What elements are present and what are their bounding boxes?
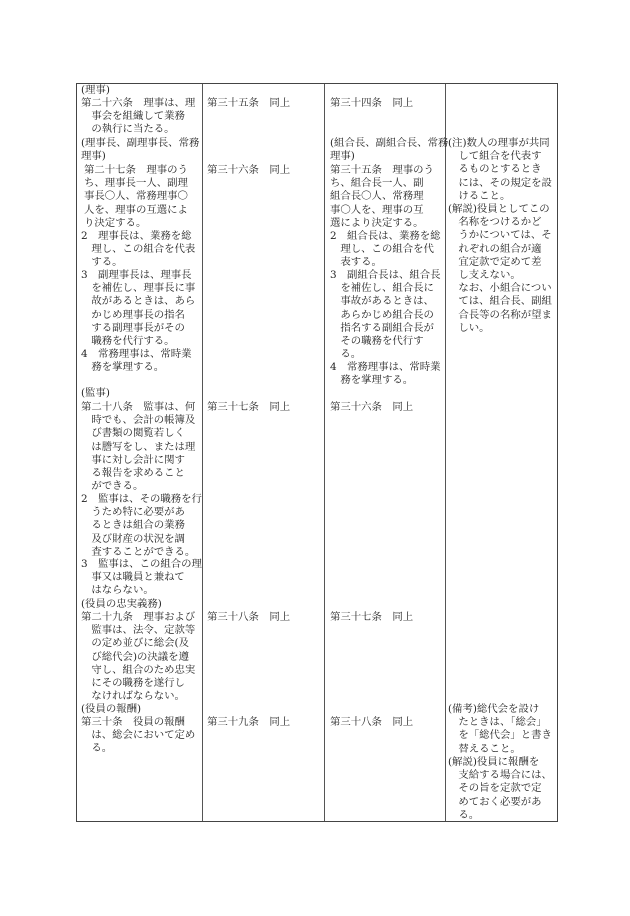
text-line: なお、小組合につい — [448, 282, 552, 295]
text-line: 及び財産の状況を調 — [81, 532, 185, 545]
text-line: 理し、この組合を代表 — [81, 243, 196, 256]
text-line: 事長〇人、常務理事〇 — [84, 190, 188, 203]
text-line: 務を掌理する。 — [81, 361, 165, 374]
text-line: 事故があるときは、 — [330, 295, 434, 308]
col1-heading-chujitsu — [81, 598, 162, 611]
text-line: して組合を代表す — [448, 150, 542, 163]
col2-article-39: 第三十九条 同上 — [207, 716, 291, 728]
text-line: るときは組合の業務 — [81, 519, 185, 532]
text-line: (組合長、副組合長、常務 — [330, 137, 449, 149]
text-line: 支給する場合には、 — [448, 769, 552, 782]
text-line: かじめ理事長の指名 — [81, 308, 185, 321]
text-line: 故があるときは、あら — [81, 295, 196, 308]
text-line: の定め並びに総会(及 — [81, 637, 189, 650]
text-line: うかについては、そ — [448, 229, 552, 242]
col1-article-27-para-4 — [81, 348, 192, 374]
column-divider-1 — [202, 84, 203, 821]
text-line: 第二十九条 理事および — [81, 611, 196, 623]
text-line: ち、理事長一人、副理 — [84, 177, 188, 190]
col3-article-36 — [330, 401, 413, 414]
col1-article-30 — [81, 716, 195, 756]
text-line: する。 — [81, 256, 123, 269]
col4-explanation-1 — [448, 203, 552, 335]
text-line: 名称をつけるかど — [448, 216, 542, 229]
text-line: し支えない。 — [448, 269, 521, 282]
text-line: 宜定款で定めて差 — [448, 255, 542, 268]
text-line: 第三十八条 同上 — [330, 716, 414, 728]
text-line: 事会を組織して業務 — [81, 110, 185, 123]
col4-explanation-2 — [448, 756, 552, 822]
col3-article-35-para-3 — [330, 269, 441, 361]
text-line: 第二十七条 理事のう — [84, 164, 188, 176]
text-line: 2 理事長は、業務を総 — [81, 230, 192, 242]
text-line: 第三十条 役員の報酬 — [81, 716, 185, 728]
col2-article-35: 第三十五条 同上 — [207, 97, 291, 109]
text-line: 監事は、法令、定款等 — [81, 624, 196, 637]
text-line: (役員の忠実義務) — [81, 598, 162, 610]
text-line: けること。 — [448, 189, 511, 202]
col4-note — [448, 137, 552, 203]
text-line: 理し、この組合を代 — [330, 243, 434, 256]
col2-article-37: 第三十七条 同上 — [207, 401, 291, 413]
text-line: 3 副理事長は、理事長 — [81, 269, 192, 281]
text-line: (注)数人の理事が共同 — [448, 137, 550, 149]
text-line: を補佐し、組合長に — [330, 282, 434, 295]
text-line: 務を掌理する。 — [330, 374, 414, 387]
text-line: 4 常務理事は、常時業 — [81, 348, 192, 360]
col3-article-35 — [330, 164, 434, 230]
col3-heading-kumiaicho — [330, 137, 448, 163]
text-line: 事又は職員と兼ねて — [81, 571, 185, 584]
text-line: 指名する副組合長が — [330, 321, 434, 334]
text-line: の執行に当たる。 — [81, 123, 175, 136]
text-line: めておく必要があ — [448, 795, 542, 808]
col3-article-38 — [330, 716, 413, 729]
text-line: び書類の閲覧若しく — [81, 427, 185, 440]
col1-article-28 — [81, 401, 195, 493]
text-line: 合長等の名称が望ま — [448, 308, 552, 321]
text-line: れぞれの組合が適 — [448, 242, 542, 255]
text-line: 組合長〇人、常務理 — [330, 190, 424, 203]
col1-article-28-para-3 — [81, 558, 202, 598]
text-line: 第三十七条 同上 — [330, 611, 414, 623]
column-divider-3 — [445, 84, 446, 821]
text-line: 表する。 — [330, 256, 382, 269]
text-line: 守し、組合のため忠実 — [81, 663, 196, 676]
text-line: その旨を定款で定 — [448, 782, 542, 795]
text-line: (解説)役員に報酬を — [448, 756, 540, 768]
text-line: を「総代会」と書き — [448, 729, 552, 742]
text-line: 第二十八条 監事は、何 — [81, 401, 196, 413]
text-line: には、その規定を設 — [448, 176, 552, 189]
text-line: 時でも、会計の帳簿及 — [81, 414, 196, 427]
col3-article-37 — [330, 611, 413, 624]
text-line: (役員の報酬) — [81, 703, 142, 715]
text-line: ができる。 — [81, 480, 144, 493]
text-line: り決定する。 — [84, 216, 147, 229]
col3-article-34 — [330, 97, 413, 110]
text-line: はならない。 — [81, 584, 154, 597]
text-line: (理事) — [81, 84, 110, 96]
col2-article-36: 第三十六条 同上 — [207, 164, 291, 176]
text-line: にその職務を遂行し — [81, 677, 185, 690]
col1-article-29 — [81, 611, 195, 703]
col4-remark — [448, 703, 552, 756]
text-line: る。 — [330, 348, 362, 361]
text-line: 第三十六条 同上 — [330, 401, 414, 413]
text-line: 職務を代行する。 — [81, 335, 175, 348]
text-line: 事に対し会計に関す — [81, 453, 185, 466]
text-line: 3 副組合長は、組合長 — [330, 269, 441, 281]
col3-article-35-para-4 — [330, 361, 441, 387]
text-line: ち、組合長一人、副 — [330, 177, 424, 190]
text-line: なければならない。 — [81, 690, 185, 703]
text-line: 選により決定する。 — [330, 216, 424, 229]
text-line: る。 — [81, 742, 113, 755]
text-line: たときは、「総会」 — [448, 716, 547, 729]
text-line: 理事) — [81, 150, 106, 163]
text-line: 人を、理事の互選によ — [84, 203, 188, 216]
text-line: 3 監事は、この組合の理 — [81, 558, 202, 570]
text-line: うため特に必要があ — [81, 506, 185, 519]
text-line: を補佐し、理事長に事 — [81, 282, 196, 295]
text-line: 第三十五条 理事のう — [330, 164, 434, 176]
col1-article-26 — [81, 97, 195, 137]
text-line: 査することができる。 — [81, 545, 196, 558]
text-line: 替えること。 — [448, 742, 521, 755]
text-line: しい。 — [448, 321, 490, 334]
text-line: あらかじめ組合長の — [330, 308, 434, 321]
col1-article-27-para-2 — [81, 230, 195, 270]
text-line: (解説)役員としてこの — [448, 203, 550, 215]
text-line: は、総会において定め — [81, 729, 196, 742]
text-line: 第三十四条 同上 — [330, 97, 414, 109]
text-line: 4 常務理事は、常時業 — [330, 361, 441, 373]
text-line: る報告を求めること — [81, 467, 185, 480]
col1-article-28-para-2 — [81, 493, 202, 559]
text-line: るものとするとき — [448, 163, 542, 176]
text-line: 2 監事は、その職務を行 — [81, 493, 202, 505]
text-line: 2 組合長は、業務を総 — [330, 230, 441, 242]
col1-heading-kanji — [81, 387, 110, 400]
col1-article-27 — [84, 164, 188, 230]
text-line: (理事長、副理事長、常務 — [81, 137, 200, 149]
text-line: ては、組合長、副組 — [448, 295, 552, 308]
col3-article-35-para-2 — [330, 230, 441, 270]
col2-article-38: 第三十八条 同上 — [207, 611, 291, 623]
text-line: び総代会)の決議を遵 — [81, 650, 189, 663]
col1-heading-hoshu — [81, 703, 141, 716]
text-line: 第二十六条 理事は、理 — [81, 97, 196, 109]
text-line: 事〇人を、理事の互 — [330, 203, 424, 216]
column-divider-2 — [324, 84, 325, 821]
text-line: (備考)総代会を設け — [448, 703, 540, 715]
col1-heading-riji — [81, 84, 110, 97]
col1-article-27-para-3 — [81, 269, 195, 348]
text-line: その職務を代行す — [330, 335, 424, 348]
text-line: 理事) — [330, 150, 355, 163]
col1-heading-rijicho — [81, 137, 199, 163]
text-line: (監事) — [81, 387, 110, 399]
text-line: る。 — [448, 808, 480, 821]
text-line: する副理事長がその — [81, 321, 185, 334]
text-line: は謄写をし、または理 — [81, 440, 196, 453]
